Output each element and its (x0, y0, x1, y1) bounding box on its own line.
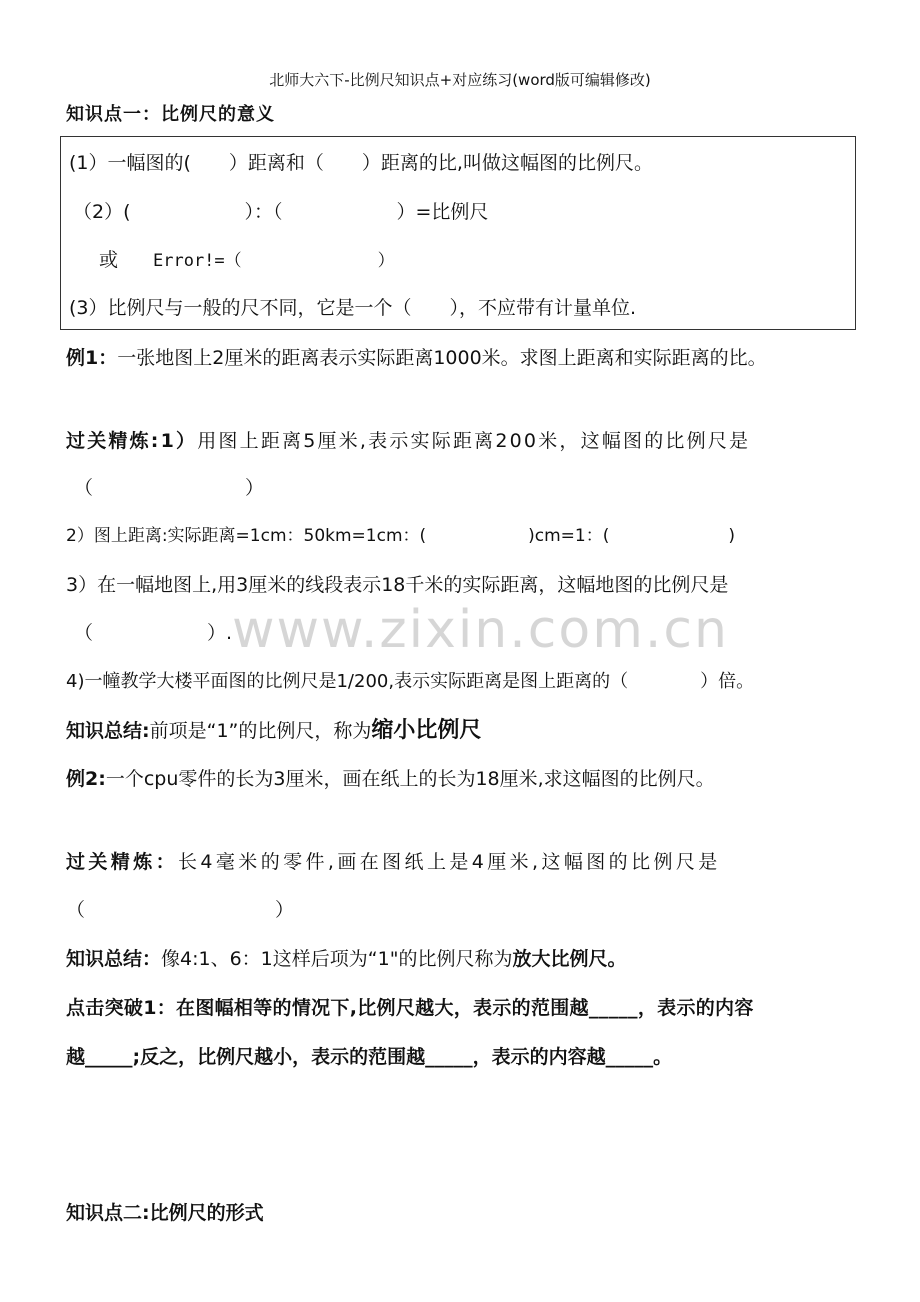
summary-2-label: 知识总结： (66, 948, 162, 970)
summary-1 (66, 720, 481, 742)
summary-2-text: 像4:1、6：1这样后项为“1"的比例尺称为 (161, 948, 513, 970)
example-1-label: 例1： (66, 347, 118, 369)
section2-title: 知识点二:比例尺的形式 (66, 1202, 264, 1224)
summary-1-text: 前项是“1”的比例尺，称为 (149, 720, 372, 742)
practice-1-label: 过关精炼:1） (66, 430, 198, 452)
practice-1-text: 用图上距离5厘米,表示实际距离200米，这幅图的比例尺是 (197, 430, 751, 452)
summary-2 (66, 950, 626, 969)
practice-1 (66, 432, 750, 451)
example-1-text: 一张地图上2厘米的距离表示实际距离1000米。求图上距离和实际距离的比。 (117, 347, 767, 369)
practice-5 (66, 853, 721, 872)
summary-1-term: 缩小比例尺 (371, 718, 482, 743)
summary-2-term: 放大比例尺。 (512, 948, 627, 970)
summary-1-label: 知识总结: (66, 720, 150, 742)
practice-5-label: 过关精炼： (66, 851, 179, 873)
example-2-text: 一个cpu零件的长为3厘米，画在纸上的长为18厘米,求这幅图的比例尺。 (105, 768, 715, 790)
practice-3: 3）在一幅地图上,用3厘米的线段表示18千米的实际距离，这幅地图的比例尺是 (66, 574, 729, 596)
breakthrough-line-2: 越_____;反之，比例尺越小，表示的范围越_____，表示的内容越_____。 (66, 1046, 673, 1068)
practice-3-blank: （ ）. (74, 622, 233, 644)
section1-title: 知识点一：比例尺的意义 (66, 104, 275, 125)
example-1 (66, 349, 767, 368)
practice-2: 2）图上距离:实际距离=1cm：50km=1cm：( )cm=1：( ) (66, 526, 736, 546)
breakthrough-line-1: 点击突破1：在图幅相等的情况下,比例尺越大，表示的范围越_____，表示的内容 (66, 997, 754, 1019)
practice-5-blank: （ ） (66, 899, 295, 921)
example-2 (66, 770, 715, 789)
definition-line-3-or: 或 (99, 249, 119, 271)
page-header: 北师大六下-比例尺知识点+对应练习(word版可编辑修改) (269, 71, 651, 89)
practice-4: 4)一幢教学大楼平面图的比例尺是1/200,表示实际距离是图上距离的（ ）倍。 (66, 671, 755, 692)
example-2-label: 例2: (66, 768, 106, 790)
definition-line-3-formula: Error!=（ ） (153, 251, 395, 271)
practice-1-blank: （ ） (74, 477, 265, 499)
definition-line-2: （2）( ）：（ ）=比例尺 (73, 201, 489, 223)
definition-line-4: (3）比例尺与一般的尺不同，它是一个（ ），不应带有计量单位. (69, 297, 637, 319)
watermark: www.zixin.com.cn (232, 600, 729, 660)
definition-box (60, 136, 856, 330)
definition-line-1: (1）一幅图的( ）距离和（ ）距离的比,叫做这幅图的比例尺。 (69, 152, 653, 174)
practice-5-text: 长4毫米的零件,画在图纸上是4厘米,这幅图的比例尺是 (178, 851, 721, 873)
